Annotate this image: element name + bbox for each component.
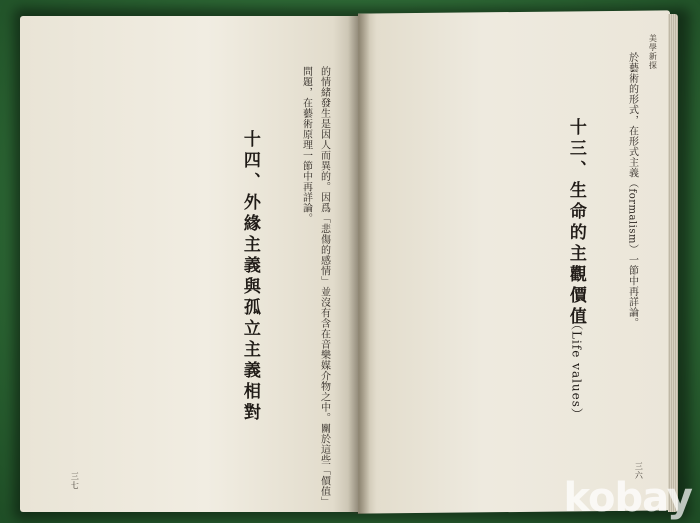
book-gutter bbox=[348, 14, 370, 514]
right-intro-line: 於藝術的形式，在形式主義（formalism）一節中再詳論。 bbox=[626, 52, 638, 328]
right-page-number: 三六 bbox=[634, 462, 644, 480]
left-opening-line-2: 問題，在藝術原理一節中再詳論。 bbox=[300, 66, 312, 224]
right-section-subtitle: （Life values） bbox=[569, 318, 584, 421]
right-running-head: 美學新探 bbox=[648, 34, 658, 70]
page-edges bbox=[668, 14, 678, 512]
left-opening-line-1: 的情緒發生是因人而異的。因爲「悲傷的感情」並沒有含在音樂媒介物之中。關於這些「價值」 bbox=[318, 66, 330, 507]
right-page bbox=[358, 10, 670, 513]
right-section-title: 十三、生命的主觀價值 bbox=[565, 118, 586, 328]
left-page-number: 三七 bbox=[70, 472, 80, 490]
left-section-title: 十四、外緣主義與孤立主義相對 bbox=[239, 130, 260, 424]
watermark-logo: kobay bbox=[563, 475, 692, 521]
